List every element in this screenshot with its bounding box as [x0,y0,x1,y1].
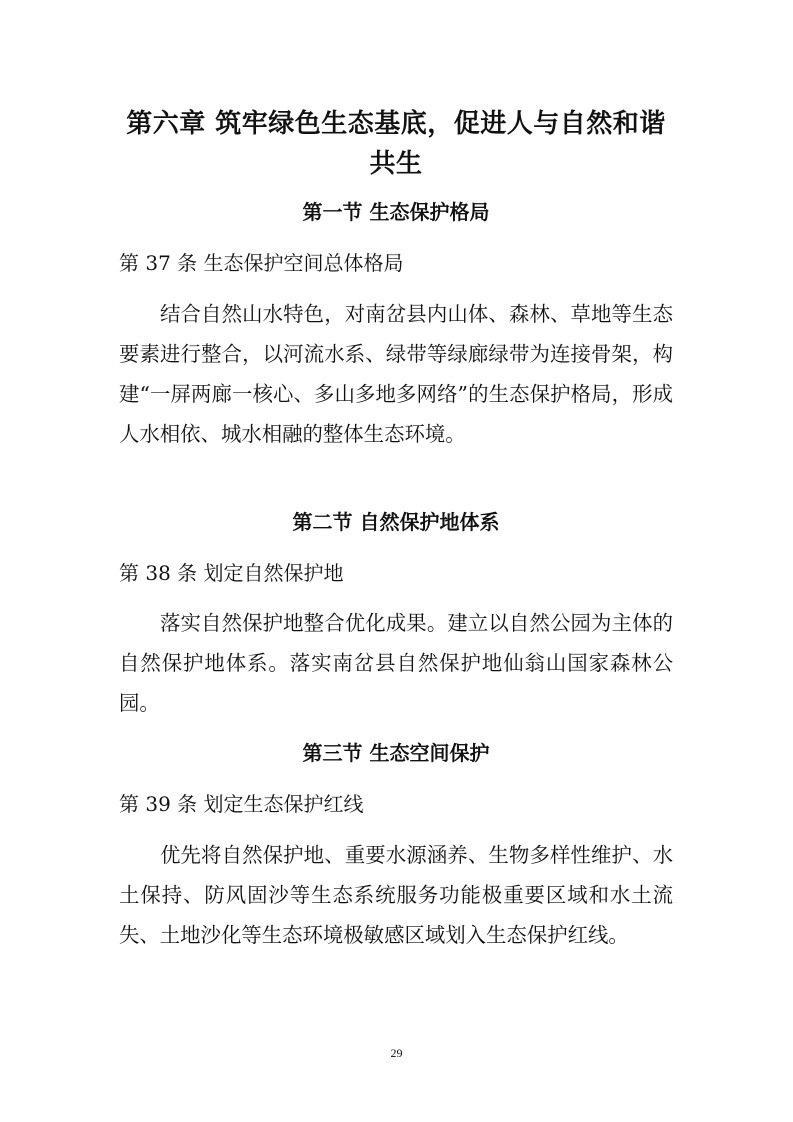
section-title-1: 第一节 生态保护格局 [302,200,490,224]
article-heading: 生态保护空间总体格局 [203,251,404,275]
article-number: 第 38 条 [119,561,198,585]
article-body-39: 优先将自然保护地、重要水源涵养、生物多样性维护、水土保持、防风固沙等生态系统服务功能极重要区域和水土流失、土地沙化等生态环境极敏感区域划入生态保护红线。 [119,843,673,947]
section-title-2: 第二节 自然保护地体系 [292,510,500,534]
article-body-38: 落实自然保护地整合优化成果。建立以自然公园为主体的自然保护地体系。落实南岔县自然保护地仙翁山国家森林公园。 [119,611,673,715]
page-number: 29 [390,1046,403,1060]
article-title-38 [119,558,675,588]
article-number: 第 37 条 [119,251,198,275]
article-number: 第 39 条 [119,792,198,816]
article-title-39 [119,789,675,819]
chapter-title: 第六章 筑牢绿色生态基底，促进人与自然和谐共生 [126,109,666,179]
article-heading: 划定自然保护地 [203,561,344,585]
section-title-3: 第三节 生态空间保护 [302,741,490,765]
article-body-37: 结合自然山水特色，对南岔县内山体、森林、草地等生态要素进行整合，以河流水系、绿带等绿廊绿带为连接骨架，构建“一屏两廊一核心、多山多地多网络”的生态保护格局，形成人水相依、城水相融的整体生态环境。 [119,302,673,446]
article-title-37 [119,248,675,278]
article-heading: 划定生态保护红线 [203,792,364,816]
